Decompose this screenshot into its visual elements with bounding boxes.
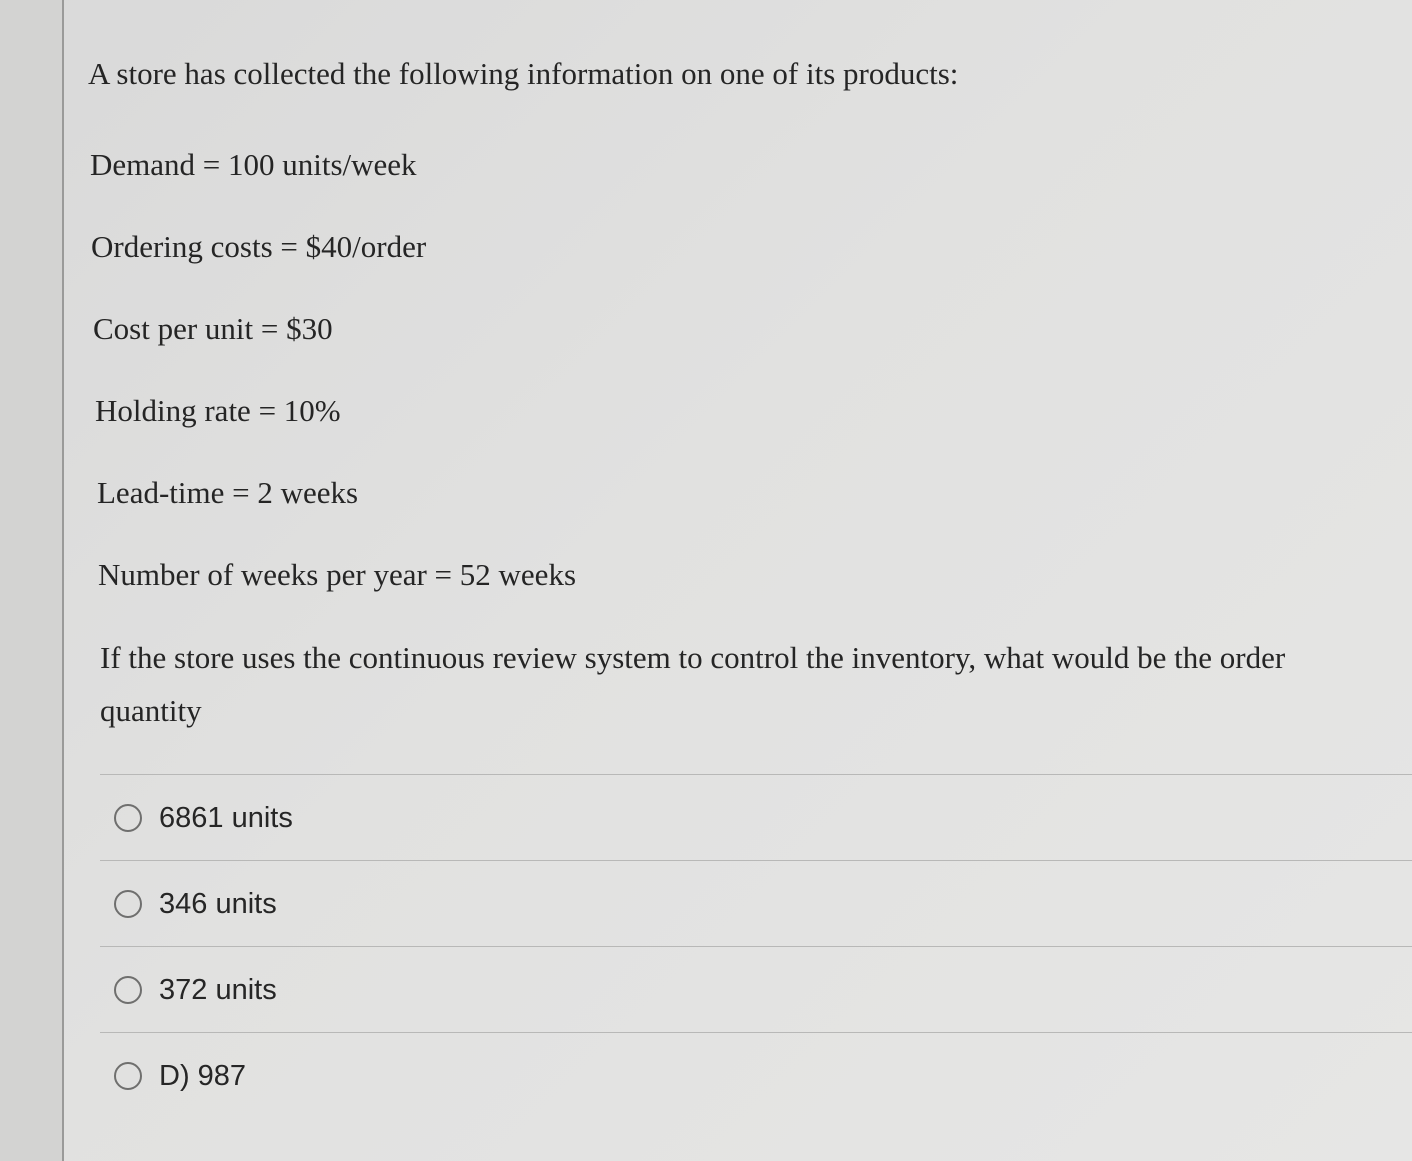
radio-button-unselected-icon[interactable] — [114, 1062, 142, 1090]
answer-options — [100, 774, 1412, 1118]
answer-option-label: D) 987 — [159, 1059, 247, 1092]
answer-option-label: 6861 units — [159, 801, 293, 834]
given-lead-time: Lead-time = 2 weeks — [97, 475, 359, 510]
given-demand: Demand = 100 units/week — [90, 147, 417, 182]
answer-option-3[interactable] — [100, 946, 1412, 1032]
radio-button-unselected-icon[interactable] — [114, 976, 142, 1004]
given-data-list — [88, 143, 1378, 597]
answer-option-label: 346 units — [159, 887, 277, 920]
given-holding-rate: Holding rate = 10% — [95, 393, 341, 428]
answer-option-4[interactable] — [100, 1032, 1412, 1118]
given-ordering-costs: Ordering costs = $40/order — [91, 229, 427, 264]
radio-button-unselected-icon[interactable] — [114, 804, 142, 832]
question-block — [88, 52, 1378, 737]
given-cost-per-unit: Cost per unit = $30 — [93, 311, 333, 346]
given-weeks-per-year: Number of weeks per year = 52 weeks — [98, 557, 577, 592]
answer-option-label: 372 units — [159, 973, 277, 1006]
answer-option-2[interactable] — [100, 860, 1412, 946]
left-margin-border — [0, 0, 64, 1161]
question-intro: A store has collected the following information on one of its products: — [88, 56, 959, 91]
answer-option-1[interactable] — [100, 774, 1412, 860]
question-prompt: If the store uses the continuous review system to control the inventory, what would be the order quantity — [100, 640, 1286, 728]
radio-button-unselected-icon[interactable] — [114, 890, 142, 918]
